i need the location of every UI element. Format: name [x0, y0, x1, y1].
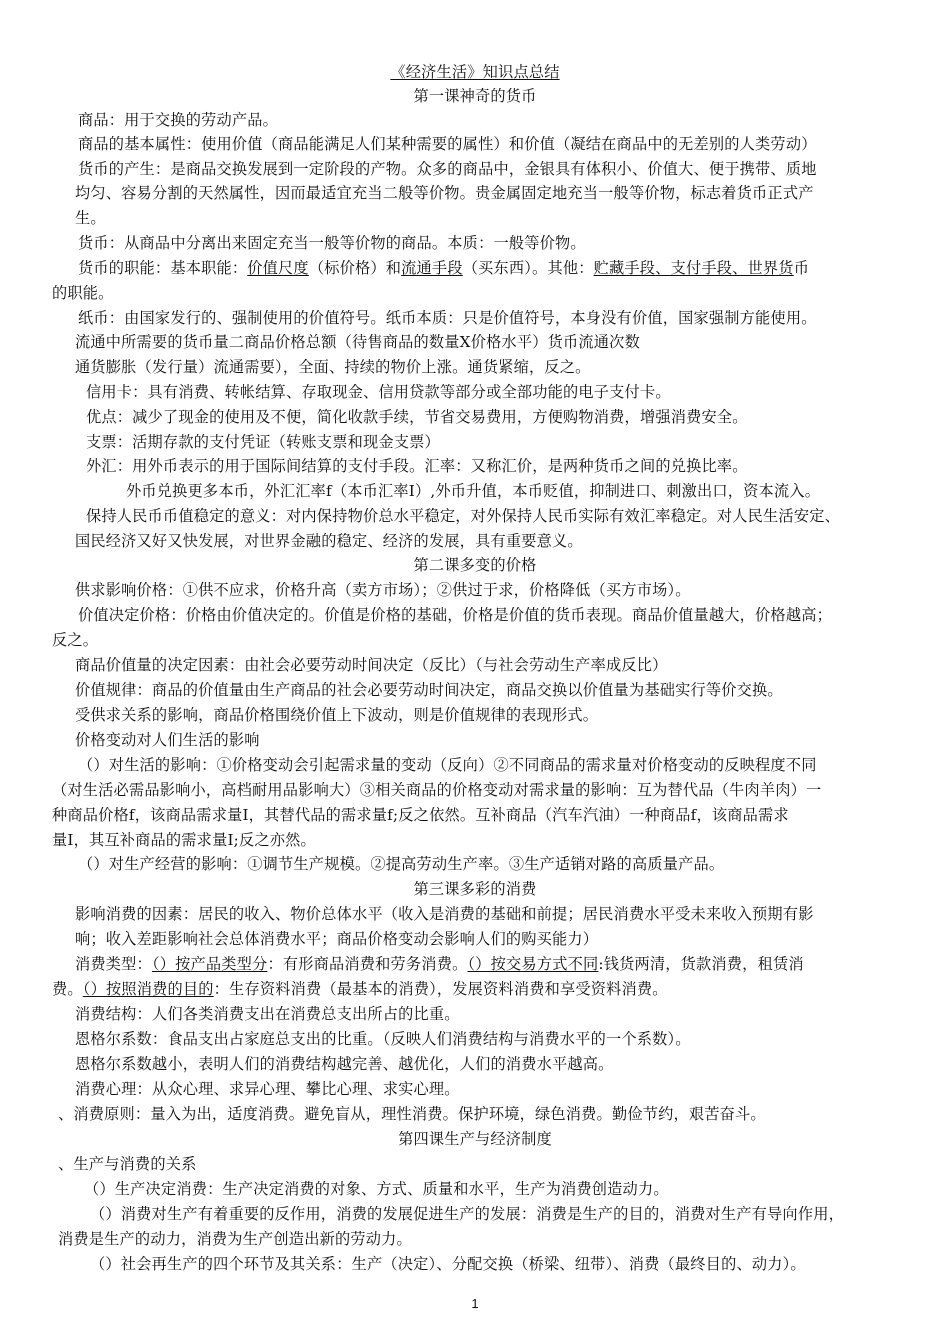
- paragraph-line: 受供求关系的影响，商品价格围绕价值上下波动，则是价值规律的表现形式。: [75, 706, 599, 724]
- paragraph-line: 反之。: [52, 631, 99, 649]
- paragraph-line: 流通中所需要的货币量二商品价格总额（待售商品的数量X价格水平）货币流通次数: [75, 333, 640, 351]
- paragraph-line: 供求影响价格：①供不应求，价格升高（卖方市场）；②供过于求，价格降低（买方市场）。: [75, 581, 691, 599]
- paragraph-line: 、消费原则：量入为出，适度消费。避免盲从，理性消费。保护环境，绿色消费。勤俭节约，艰苦奋斗。: [58, 1105, 766, 1123]
- paragraph-line-money-functions: [78, 258, 809, 278]
- text-run: 币: [793, 259, 810, 277]
- page-number: 1: [471, 1296, 479, 1311]
- paragraph-line: 、生产与消费的关系: [58, 1155, 197, 1173]
- paragraph-line: 价值决定价格：价格由价值决定的。价值是价格的基础，价格是价值的货币表现。商品价值量越大，价格越高；: [78, 606, 832, 624]
- text-run: （标价格）和: [308, 259, 402, 277]
- text-run: 消费类型：: [75, 955, 152, 973]
- paragraph-line: 恩格尔系数：食品支出占家庭总支出的比重。（反映人们消费结构与消费水平的一个系数）。: [75, 1030, 691, 1048]
- paragraph-line: 种商品价格f，该商品需求量I，其替代品的需求量f;反之依然。互补商品（汽车汽油）一种商品f，该商品需求: [52, 806, 789, 824]
- lesson-4-heading: 第四课生产与经济制度: [398, 1130, 552, 1148]
- paragraph-line: 价值规律：商品的价值量由生产商品的社会必要劳动时间决定，商品交换以价值量为基础实行等价交换。: [75, 681, 783, 699]
- lesson-1-heading: 第一课神奇的货币: [413, 87, 537, 105]
- paragraph-line: 优点：减少了现金的使用及不便，简化收款手续，节省交易费用，方便购物消费，增强消费安全。: [86, 408, 748, 426]
- underlined-term: （）按产品类型分: [151, 955, 268, 973]
- paragraph-line: （）社会再生产的四个环节及其关系：生产（决定）、分配交换（桥梁、纽带）、消费（最终目的、动力）。: [90, 1255, 806, 1273]
- underlined-term: 支付手段: [670, 259, 733, 277]
- paragraph-line: 保持人民币币值稳定的意义：对内保持物价总水平稳定，对外保持人民币实际有效汇率稳定。对人民生活安定、: [86, 507, 840, 525]
- underlined-term: 世界货: [747, 259, 794, 277]
- paragraph-line-consumption-purpose: [52, 979, 668, 999]
- paragraph-line-consumption-types: [75, 954, 804, 974]
- paragraph-line: 国民经济又好又快发展，对世界金融的稳定、经济的发展，具有重要意义。: [75, 532, 583, 550]
- underlined-term: 贮藏手段: [593, 259, 656, 277]
- underlined-term: 流通手段: [401, 259, 463, 277]
- paragraph-line: 恩格尔系数越小，表明人们的消费结构越完善、越优化，人们的消费水平越高。: [75, 1055, 614, 1073]
- paragraph-line: （对生活必需品影响小，高档耐用品影响大）③相关商品的价格变动对需求量的影响：互为替代品（牛肉羊肉）一: [52, 781, 822, 799]
- paragraph-line: 消费是生产的动力，消费为生产创造出新的劳动力。: [58, 1230, 412, 1248]
- text-run: 、: [732, 259, 748, 277]
- paragraph-line: （）生产决定消费：生产决定消费的对象、方式、质量和水平，生产为消费创造动力。: [84, 1180, 669, 1198]
- paragraph-line: 均匀、容易分割的天然属性，因而最适宜充当二般等价物。贵金属固定地充当一般等价物，标志着货币正式产: [75, 184, 814, 202]
- text-run: ：生存资料消费（最基本的消费），发展资料消费和享受资料消费。: [213, 980, 668, 998]
- text-run: 费。: [52, 980, 83, 998]
- paragraph-line: 货币：从商品中分离出来固定充当一般等价物的商品。本质：一般等价物。: [78, 234, 586, 252]
- paragraph-line: 外币兑换更多本币，外汇汇率f（本币汇率I）,外币升值，本币贬值，抑制进口、刺激出口，资本流入。: [126, 482, 821, 500]
- paragraph-line: 生。: [75, 209, 106, 227]
- paragraph-line: 响；收入差距影响社会总体消费水平；商品价格变动会影响人们的购买能力）: [75, 930, 599, 948]
- paragraph-line: 商品的基本属性：使用价值（商品能满足人们某种需要的属性）和价值（凝结在商品中的无差别的人类劳动）: [78, 135, 817, 153]
- paragraph-line: 影响消费的因素：居民的收入、物价总体水平（收入是消费的基础和前提；居民消费水平受未来收入预期有影: [75, 905, 814, 923]
- text-run: 货币的职能：基本职能：: [78, 259, 248, 277]
- text-run: 、: [655, 259, 671, 277]
- paragraph-line: 消费心理：从众心理、求异心理、攀比心理、求实心理。: [75, 1080, 460, 1098]
- paragraph-line: 商品：用于交换的劳动产品。: [78, 111, 279, 129]
- paragraph-line: 消费结构：人们各类消费支出在消费总支出所占的比重。: [75, 1005, 460, 1023]
- paragraph-line: 的职能。: [52, 284, 114, 302]
- paragraph-line: 价格变动对人们生活的影响: [75, 731, 260, 749]
- paragraph-line: 货币的产生：是商品交换发展到一定阶段的产物。众多的商品中，金银具有体积小、价值大、便于携带、质地: [78, 160, 817, 178]
- lesson-2-heading: 第二课多变的价格: [413, 556, 537, 574]
- paragraph-line: （）对生产经营的影响：①调节生产规模。②提高劳动生产率。③生产适销对路的高质量产品。: [78, 855, 725, 873]
- text-run: ：有形商品消费和劳务消费。: [267, 955, 468, 973]
- underlined-term: 价值尺度: [247, 259, 309, 277]
- underlined-term: （）按照消费的目的: [82, 980, 214, 998]
- lesson-3-heading: 第三课多彩的消费: [413, 880, 537, 898]
- paragraph-line: （）消费对生产有着重要的反作用，消费的发展促进生产的发展：消费是生产的目的，消费对生产有导向作用，: [90, 1205, 844, 1223]
- paragraph-line: 商品价值量的决定因素：由社会必要劳动时间决定（反比）（与社会劳动生产率成反比）: [75, 656, 668, 674]
- text-run: :钱货两清，货款消费，租赁消: [598, 955, 804, 973]
- paragraph-line: 量I，其互补商品的需求量I;反之亦然。: [52, 831, 316, 849]
- paragraph-line: 信用卡：具有消费、转帐结算、存取现金、信用贷款等部分或全部功能的电子支付卡。: [86, 383, 671, 401]
- text-run: （买东西）。其他：: [462, 259, 594, 277]
- paragraph-line: 纸币：由国家发行的、强制使用的价值符号。纸币本质：只是价值符号，本身没有价值，国家强制方能使用。: [78, 309, 817, 327]
- paragraph-line: 支票：活期存款的支付凭证（转账支票和现金支票）: [86, 433, 440, 451]
- paragraph-line: 通货膨胀（发行量）流通需要），全面、持续的物价上涨。通货紧缩，反之。: [75, 358, 591, 376]
- paragraph-line: 外汇：用外币表示的用于国际间结算的支付手段。汇率：又称汇价，是两种货币之间的兑换比率。: [86, 457, 748, 475]
- underlined-term: （）按交易方式不同: [467, 955, 599, 973]
- paragraph-line: （）对生活的影响：①价格变动会引起需求量的变动（反向）②不同商品的需求量对价格变动的反映程度不同: [78, 756, 817, 774]
- document-title: 《经济生活》知识点总结: [390, 63, 560, 81]
